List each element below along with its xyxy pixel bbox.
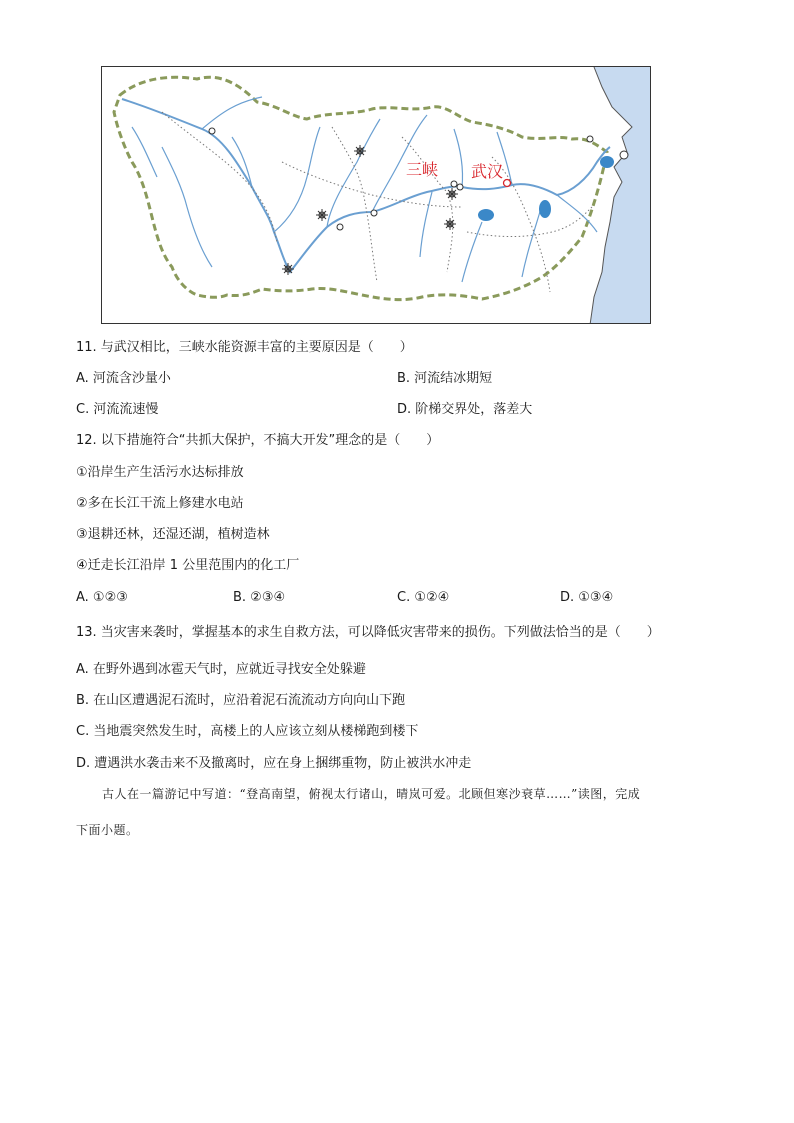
yangtze-basin-map [101,66,651,324]
q12-option-d[interactable]: D. ①③④ [560,590,614,605]
q13-option-d[interactable]: D. 遭遇洪水袭击来不及撤离时，应在身上捆绑重物，防止被洪水冲走 [76,756,472,771]
city-marker [620,151,628,159]
lake-poyang [539,200,551,218]
label-wuhan: 武汉 [471,162,504,181]
tributary [454,129,463,187]
q11-option-b[interactable]: B. 河流结冰期短 [397,371,493,386]
lake-dongting [478,209,494,221]
q12-option-c[interactable]: C. ①②④ [397,590,450,605]
tributary [162,147,212,267]
city-marker [371,210,377,216]
tributary [232,137,252,187]
reading-passage [76,776,726,848]
tributary [522,205,542,277]
tributary [202,97,262,129]
q12-option-b[interactable]: B. ②③④ [233,590,286,605]
hydropower-marker [446,188,458,200]
tributary [132,127,157,177]
q12-item-3: ③退耕还林，还湿还湖，植树造林 [76,527,270,542]
province-line [162,112,277,242]
passage-line-2: 下面小题。 [76,823,139,837]
tributary [420,192,432,257]
q12-item-4: ④迁走长江沿岸 1 公里范围内的化工厂 [76,558,300,573]
city-marker [337,224,343,230]
wuhan-marker [504,180,511,187]
q13-option-a[interactable]: A. 在野外遇到冰雹天气时，应就近寻找安全处躲避 [76,662,366,677]
label-sanxia: 三峡 [406,160,439,179]
lake-taihu [600,156,614,168]
q12-stem: 12. 以下措施符合“共抓大保护，不搞大开发”理念的是（ ） [76,433,440,448]
tributary [274,127,320,232]
hydropower-marker [316,209,328,221]
sea-area [590,67,651,324]
q12-item-2: ②多在长江干流上修建水电站 [76,496,244,511]
province-line [332,127,377,282]
q11-option-c[interactable]: C. 河流流速慢 [76,402,159,417]
city-marker [451,181,457,187]
basin-boundary [114,77,607,299]
hydropower-marker [444,218,456,230]
q12-item-1: ①沿岸生产生活污水达标排放 [76,465,244,480]
city-marker [209,128,215,134]
city-marker [457,184,463,190]
q11-option-d[interactable]: D. 阶梯交界处，落差大 [397,402,533,417]
hydropower-marker [282,263,294,275]
q13-option-c[interactable]: C. 当地震突然发生时，高楼上的人应该立刻从楼梯跑到楼下 [76,724,419,739]
map-graphic [102,67,651,324]
city-marker [587,136,593,142]
passage-line-1: 古人在一篇游记中写道：“登高南望，俯视太行诸山，晴岚可爱。北顾但寒沙衰草……”读图，完成 [102,787,641,801]
main-river [122,99,610,272]
tributary [462,222,482,282]
q13-stem: 13. 当灾害来袭时，掌握基本的求生自救方法，可以降低灾害带来的损伤。下列做法恰当的是（ ） [76,625,660,640]
q11-option-a[interactable]: A. 河流含沙量小 [76,371,171,386]
q12-option-a[interactable]: A. ①②③ [76,590,128,605]
q11-stem: 11. 与武汉相比，三峡水能资源丰富的主要原因是（ ） [76,340,413,355]
q13-option-b[interactable]: B. 在山区遭遇泥石流时，应沿着泥石流流动方向向山下跑 [76,693,406,708]
